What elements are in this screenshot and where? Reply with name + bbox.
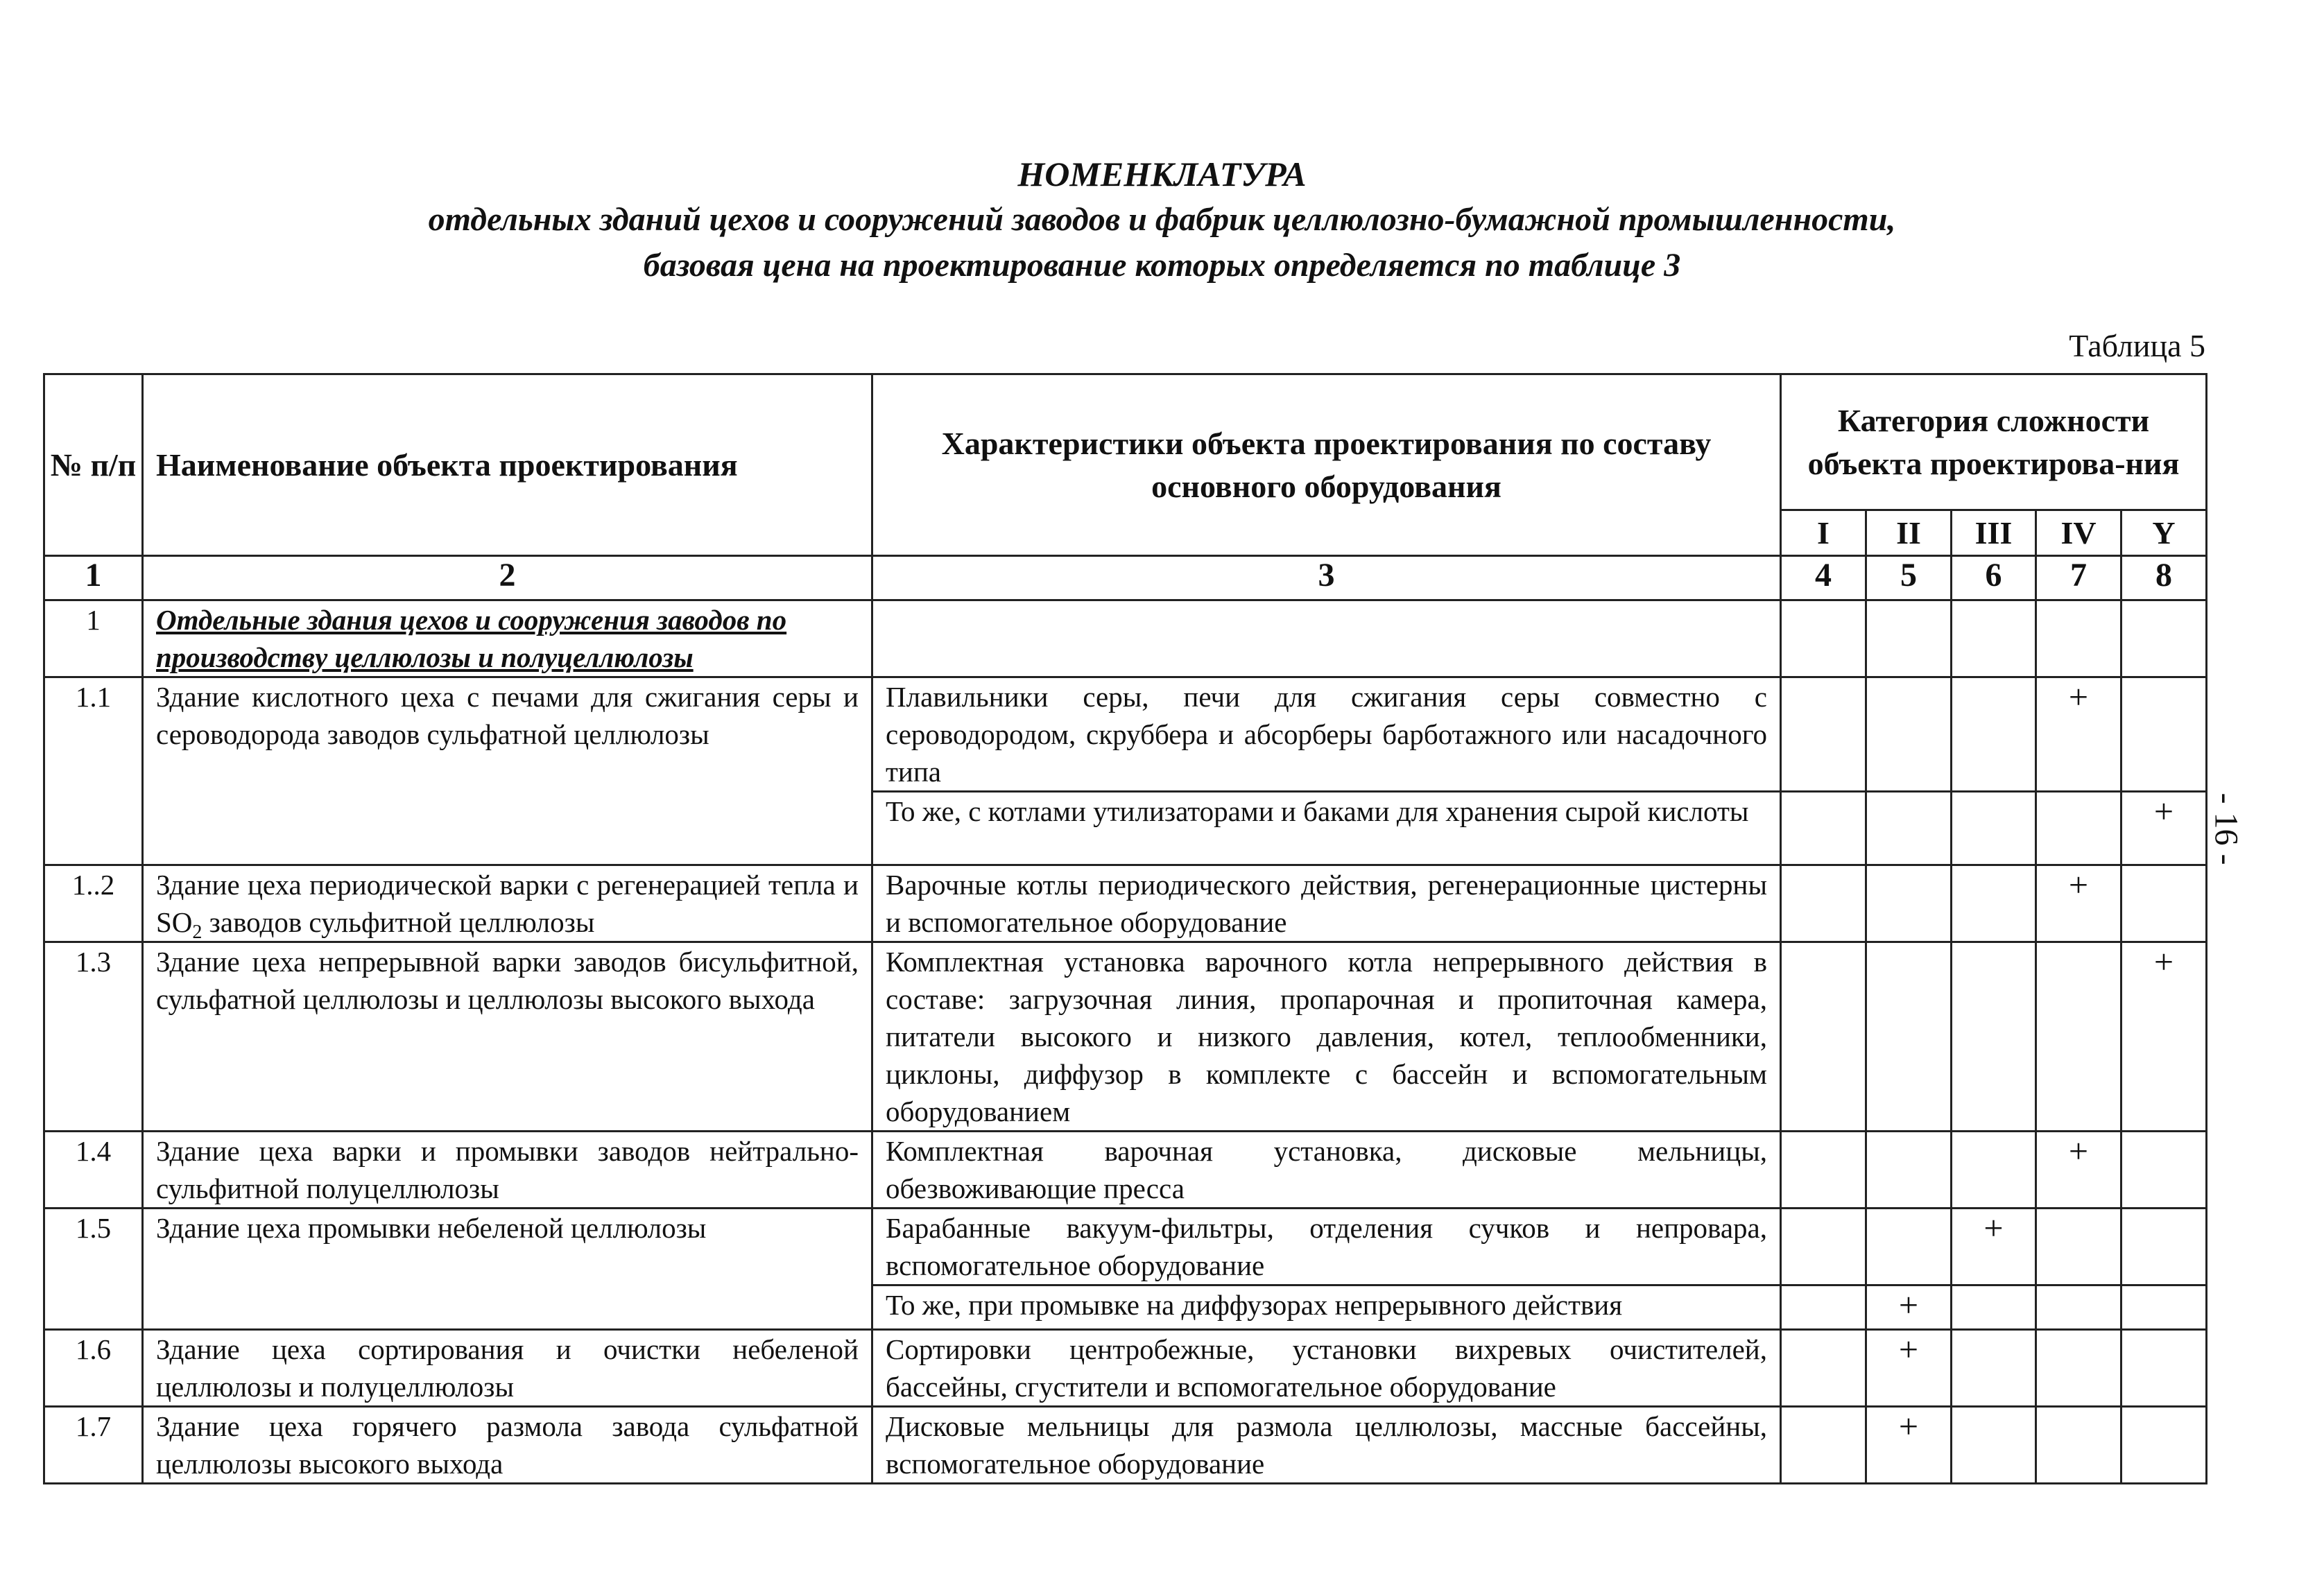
category-mark: +: [2121, 792, 2207, 865]
row-name: Здание цеха промывки небеленой целлюлозы: [143, 1209, 872, 1330]
table-row: [44, 1407, 2207, 1484]
row-number: 1.4: [44, 1132, 143, 1209]
nomenclature-table: [43, 373, 2207, 1484]
row-name: Здание цеха периодической варки с регенерацией тепла и $SO_2$ заводов сульфитной целлюлозы: [143, 865, 872, 942]
row-characteristics: Плавильники серы, печи для сжигания серы совместно с сероводородом, скруббера и абсорберы барботажного или насадочного типа: [872, 677, 1781, 792]
row-number: 1.6: [44, 1330, 143, 1407]
section-title: Отдельные здания цехов и сооружения заводов по производству целлюлозы и полуцеллюлозы: [143, 600, 872, 677]
column-number: 4: [1781, 556, 1866, 600]
table-row: [44, 600, 2207, 677]
category-mark: +: [1866, 1285, 1952, 1330]
row-characteristics: [872, 600, 1781, 677]
category-i: I: [1781, 510, 1866, 556]
column-number: 6: [1952, 556, 2036, 600]
row-number: 1.5: [44, 1209, 143, 1330]
column-number: 1: [44, 556, 143, 600]
category-y: Y: [2121, 510, 2207, 556]
category-iv: IV: [2036, 510, 2121, 556]
document-subtitle-line-2: базовая цена на проектирование которых определяется по таблице 3: [643, 247, 1681, 284]
row-number: 1.3: [44, 942, 143, 1132]
row-characteristics: Комплектная установка варочного котла непрерывного действия в составе: загрузочная линия, пропарочная и пропиточная камера, питатели высокого и низкого давления, котел, теплообменники, циклоны, диффузор в комплекте с бассейн и вспомогательным оборудованием: [872, 942, 1781, 1132]
row-name: Здание цеха непрерывной варки заводов бисульфитной, сульфатной целлюлозы и целлюлозы высокого выхода: [143, 942, 872, 1132]
column-number: 3: [872, 556, 1781, 600]
column-number: 8: [2121, 556, 2207, 600]
row-characteristics: То же, с котлами утилизаторами и баками для хранения сырой кислоты: [872, 792, 1781, 865]
row-characteristics: То же, при промывке на диффузорах непрерывного действия: [872, 1285, 1781, 1330]
row-name: Здание цеха сортирования и очистки небеленой целлюлозы и полуцеллюлозы: [143, 1330, 872, 1407]
header-name: Наименование объекта проектирования: [143, 374, 872, 556]
header-characteristics: Характеристики объекта проектирования по составу основного оборудования: [872, 374, 1781, 556]
table-label: Таблица 5: [2069, 328, 2205, 363]
category-mark: +: [2036, 1132, 2121, 1209]
table-row: [44, 1132, 2207, 1209]
row-characteristics: Комплектная варочная установка, дисковые мельницы, обезвоживающие пресса: [872, 1132, 1781, 1209]
category-mark: +: [2036, 865, 2121, 942]
page-number-text: - 16 -: [2207, 793, 2245, 865]
category-iii: III: [1952, 510, 2036, 556]
row-number: 1.7: [44, 1407, 143, 1484]
column-number: 2: [143, 556, 872, 600]
category-ii: II: [1866, 510, 1952, 556]
table-row: [44, 865, 2207, 942]
row-name: Здание цеха варки и промывки заводов нейтрально-сульфитной полуцеллюлозы: [143, 1132, 872, 1209]
category-mark: +: [1952, 1209, 2036, 1285]
table-row: [44, 1330, 2207, 1407]
row-number: 1..2: [44, 865, 143, 942]
category-mark: +: [2121, 942, 2207, 1132]
row-name: Здание цеха горячего размола завода сульфатной целлюлозы высокого выхода: [143, 1407, 872, 1484]
header-row: [44, 374, 2207, 510]
column-number: 5: [1866, 556, 1952, 600]
document-heading: [0, 151, 2324, 288]
row-characteristics: Варочные котлы периодического действия, регенерационные цистерны и вспомогательное оборудование: [872, 865, 1781, 942]
header-category: Категория сложности объекта проектирова-ния: [1781, 374, 2207, 510]
document-subtitle-line-1: отдельных зданий цехов и сооружений заводов и фабрик целлюлозно-бумажной промышленности,: [428, 201, 1896, 238]
document-title: НОМЕНКЛАТУРА: [1017, 155, 1307, 193]
category-mark: +: [1866, 1330, 1952, 1407]
table-row: [44, 1209, 2207, 1285]
category-mark: +: [2036, 677, 2121, 792]
table-row: [44, 677, 2207, 792]
column-number-row: [44, 556, 2207, 600]
row-characteristics: Барабанные вакуум-фильтры, отделения сучков и непровара, вспомогательное оборудование: [872, 1209, 1781, 1285]
header-no: № п/п: [44, 374, 143, 556]
category-mark: +: [1866, 1407, 1952, 1484]
row-characteristics: Дисковые мельницы для размола целлюлозы, массные бассейны, вспомогательное оборудование: [872, 1407, 1781, 1484]
row-number: 1: [44, 600, 143, 677]
row-name: Здание кислотного цеха с печами для сжигания серы и сероводорода заводов сульфатной целлюлозы: [143, 677, 872, 865]
row-characteristics: Сортировки центробежные, установки вихревых очистителей, бассейны, сгустители и вспомогательное оборудование: [872, 1330, 1781, 1407]
table-row: [44, 942, 2207, 1132]
row-number: 1.1: [44, 677, 143, 865]
column-number: 7: [2036, 556, 2121, 600]
